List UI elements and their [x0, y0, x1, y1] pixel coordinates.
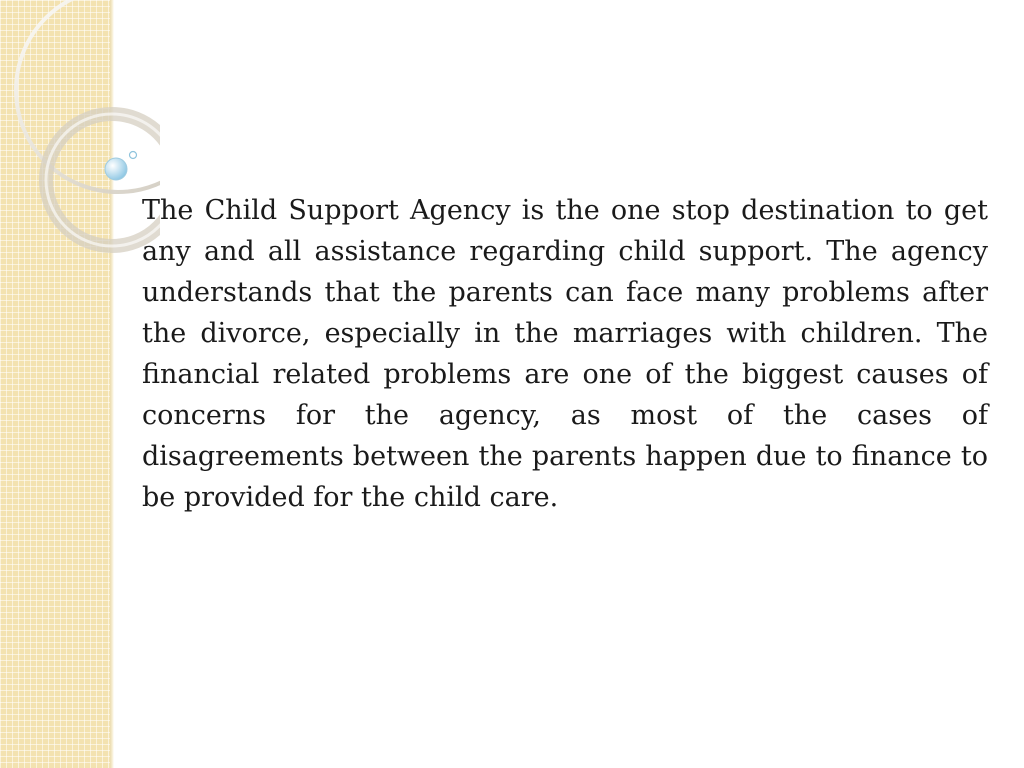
large-ring-icon	[16, 0, 160, 192]
tiny-bubble-icon	[130, 152, 137, 159]
bubble-icon	[105, 158, 127, 180]
decorative-rings	[0, 0, 160, 260]
body-paragraph: The Child Support Agency is the one stop destination to get any and all assistance regarding child support. The agency understands that the parents can face many problems after the divorce, especially in the marriages with children. The financial related problems are one of the biggest causes of concerns for the agency, as most of the cases of disagreements between the parents happen due to finance to be provided for the child care.	[142, 195, 988, 513]
